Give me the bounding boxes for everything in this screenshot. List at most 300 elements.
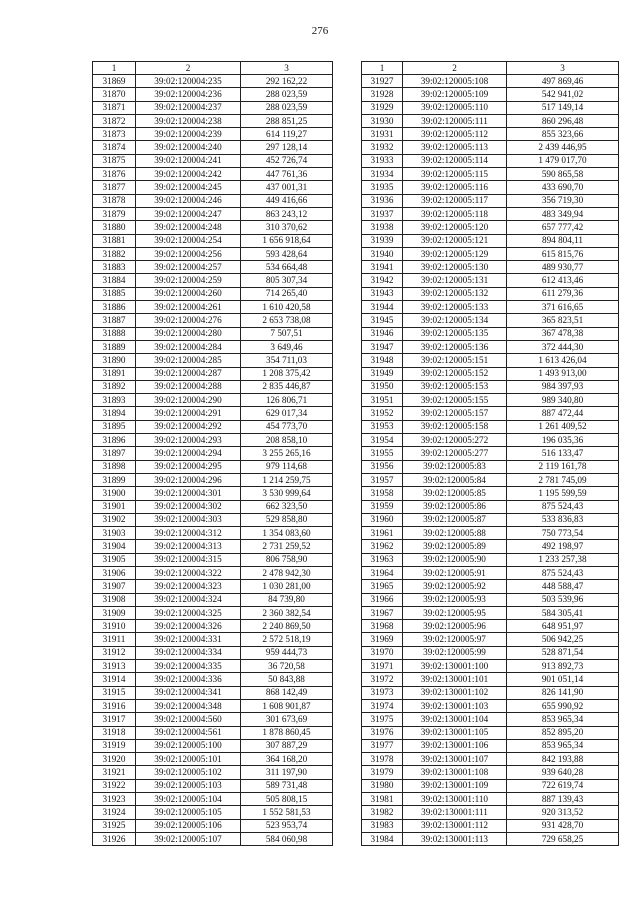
cadastral-number-cell: 39:02:120005:112 — [403, 128, 507, 141]
cadastral-number-cell: 39:02:120005:121 — [403, 234, 507, 247]
table-row — [362, 713, 619, 726]
cadastral-number-cell: 39:02:120005:109 — [403, 88, 507, 101]
table-row — [93, 460, 333, 473]
cadastral-number-cell: 39:02:120004:284 — [136, 340, 241, 353]
table-row — [362, 261, 619, 274]
value-cell: 50 843,88 — [241, 673, 333, 686]
row-number-cell: 31919 — [93, 739, 136, 752]
table-row — [93, 500, 333, 513]
cadastral-number-cell: 39:02:120005:151 — [403, 354, 507, 367]
value-cell: 959 444,73 — [241, 646, 333, 659]
value-cell: 483 349,94 — [507, 207, 619, 220]
table-row — [362, 606, 619, 619]
value-cell: 1 613 426,04 — [507, 354, 619, 367]
table-row — [362, 367, 619, 380]
value-cell: 288 023,59 — [241, 101, 333, 114]
row-number-cell: 31912 — [93, 646, 136, 659]
value-cell: 1 195 599,59 — [507, 487, 619, 500]
row-number-cell: 31948 — [362, 354, 403, 367]
table-row — [93, 75, 333, 88]
cadastral-number-cell: 39:02:120004:294 — [136, 447, 241, 460]
row-number-cell: 31981 — [362, 793, 403, 806]
row-number-cell: 31966 — [362, 593, 403, 606]
table-row — [362, 793, 619, 806]
table-row — [362, 420, 619, 433]
value-cell: 365 823,51 — [507, 314, 619, 327]
row-number-cell: 31906 — [93, 566, 136, 579]
cadastral-number-cell: 39:02:120004:331 — [136, 633, 241, 646]
cadastral-number-cell: 39:02:130001:101 — [403, 673, 507, 686]
row-number-cell: 31917 — [93, 713, 136, 726]
table-row — [93, 114, 333, 127]
row-number-cell: 31873 — [93, 128, 136, 141]
value-cell: 589 731,48 — [241, 779, 333, 792]
row-number-cell: 31921 — [93, 766, 136, 779]
cadastral-number-cell: 39:02:120004:326 — [136, 620, 241, 633]
value-cell: 3 649,46 — [241, 340, 333, 353]
row-number-cell: 31982 — [362, 806, 403, 819]
value-cell: 437 001,31 — [241, 181, 333, 194]
table-row — [362, 434, 619, 447]
row-number-cell: 31978 — [362, 753, 403, 766]
row-number-cell: 31947 — [362, 340, 403, 353]
cadastral-number-cell: 39:02:120004:241 — [136, 154, 241, 167]
cadastral-number-cell: 39:02:120004:238 — [136, 114, 241, 127]
value-cell: 853 965,34 — [507, 739, 619, 752]
table-row — [362, 660, 619, 673]
row-number-cell: 31904 — [93, 540, 136, 553]
value-cell: 1 610 420,58 — [241, 301, 333, 314]
table-row — [362, 221, 619, 234]
table-row — [362, 633, 619, 646]
row-number-cell: 31959 — [362, 500, 403, 513]
value-cell: 901 051,14 — [507, 673, 619, 686]
table-row — [93, 194, 333, 207]
table-row — [362, 75, 619, 88]
value-cell: 542 941,02 — [507, 88, 619, 101]
value-cell: 528 871,54 — [507, 646, 619, 659]
cadastral-number-cell: 39:02:120005:272 — [403, 434, 507, 447]
cadastral-number-cell: 39:02:120004:257 — [136, 261, 241, 274]
row-number-cell: 31958 — [362, 487, 403, 500]
cadastral-number-cell: 39:02:130001:110 — [403, 793, 507, 806]
cadastral-number-cell: 39:02:120005:102 — [136, 766, 241, 779]
table-row — [93, 673, 333, 686]
value-cell: 448 588,47 — [507, 580, 619, 593]
cadastral-number-cell: 39:02:120005:96 — [403, 620, 507, 633]
row-number-cell: 31884 — [93, 274, 136, 287]
value-cell: 852 895,20 — [507, 726, 619, 739]
row-number-cell: 31896 — [93, 434, 136, 447]
table-row — [362, 513, 619, 526]
cadastral-number-cell: 39:02:130001:106 — [403, 739, 507, 752]
value-cell: 1 552 581,53 — [241, 806, 333, 819]
cadastral-number-cell: 39:02:120004:260 — [136, 287, 241, 300]
cadastral-number-cell: 39:02:130001:103 — [403, 699, 507, 712]
value-cell: 3 255 265,16 — [241, 447, 333, 460]
value-cell: 534 664,48 — [241, 261, 333, 274]
row-number-cell: 31928 — [362, 88, 403, 101]
value-cell: 863 243,12 — [241, 207, 333, 220]
value-cell: 301 673,69 — [241, 713, 333, 726]
table-row — [362, 380, 619, 393]
cadastral-number-cell: 39:02:120004:245 — [136, 181, 241, 194]
table-row — [362, 806, 619, 819]
table-row — [93, 473, 333, 486]
value-cell: 629 017,34 — [241, 407, 333, 420]
row-number-cell: 31882 — [93, 247, 136, 260]
cadastral-number-cell: 39:02:120004:341 — [136, 686, 241, 699]
cadastral-number-cell: 39:02:120004:290 — [136, 394, 241, 407]
value-cell: 614 119,27 — [241, 128, 333, 141]
table-row — [93, 566, 333, 579]
cadastral-number-cell: 39:02:120004:336 — [136, 673, 241, 686]
cadastral-number-cell: 39:02:120004:315 — [136, 553, 241, 566]
row-number-cell: 31940 — [362, 247, 403, 260]
table-row — [362, 194, 619, 207]
table-row — [93, 447, 333, 460]
row-number-cell: 31950 — [362, 380, 403, 393]
row-number-cell: 31972 — [362, 673, 403, 686]
value-cell: 126 806,71 — [241, 394, 333, 407]
table-row — [93, 327, 333, 340]
row-number-cell: 31922 — [93, 779, 136, 792]
table-row — [93, 620, 333, 633]
cadastral-number-cell: 39:02:120005:92 — [403, 580, 507, 593]
value-cell: 913 892,73 — [507, 660, 619, 673]
table-row — [93, 713, 333, 726]
row-number-cell: 31971 — [362, 660, 403, 673]
value-cell: 1 656 918,64 — [241, 234, 333, 247]
right-table — [361, 61, 619, 846]
value-cell: 805 307,34 — [241, 274, 333, 287]
cadastral-number-cell: 39:02:130001:112 — [403, 819, 507, 832]
left-table — [92, 61, 333, 846]
cadastral-number-cell: 39:02:120004:303 — [136, 513, 241, 526]
row-number-cell: 31973 — [362, 686, 403, 699]
cadastral-number-cell: 39:02:120005:129 — [403, 247, 507, 260]
table-row — [93, 699, 333, 712]
cadastral-number-cell: 39:02:120004:242 — [136, 168, 241, 181]
table-row — [362, 726, 619, 739]
row-number-cell: 31874 — [93, 141, 136, 154]
cadastral-number-cell: 39:02:120004:254 — [136, 234, 241, 247]
value-cell: 1 030 281,00 — [241, 580, 333, 593]
value-cell: 979 114,68 — [241, 460, 333, 473]
cadastral-number-cell: 39:02:120005:88 — [403, 527, 507, 540]
table-row — [362, 686, 619, 699]
row-number-cell: 31965 — [362, 580, 403, 593]
header-cell-2: 2 — [403, 62, 507, 75]
row-number-cell: 31888 — [93, 327, 136, 340]
row-number-cell: 31936 — [362, 194, 403, 207]
value-cell: 714 265,40 — [241, 287, 333, 300]
row-number-cell: 31939 — [362, 234, 403, 247]
cadastral-number-cell: 39:02:120004:246 — [136, 194, 241, 207]
table-row — [93, 274, 333, 287]
cadastral-number-cell: 39:02:120005:91 — [403, 566, 507, 579]
row-number-cell: 31889 — [93, 340, 136, 353]
cadastral-number-cell: 39:02:120004:285 — [136, 354, 241, 367]
row-number-cell: 31937 — [362, 207, 403, 220]
value-cell: 492 198,97 — [507, 540, 619, 553]
cadastral-number-cell: 39:02:120005:89 — [403, 540, 507, 553]
cadastral-number-cell: 39:02:120005:104 — [136, 793, 241, 806]
cadastral-number-cell: 39:02:120004:237 — [136, 101, 241, 114]
table-row — [93, 739, 333, 752]
table-row — [93, 314, 333, 327]
table-row — [93, 88, 333, 101]
value-cell: 297 128,14 — [241, 141, 333, 154]
row-number-cell: 31956 — [362, 460, 403, 473]
cadastral-number-cell: 39:02:120004:323 — [136, 580, 241, 593]
value-cell: 36 720,58 — [241, 660, 333, 673]
row-number-cell: 31887 — [93, 314, 136, 327]
row-number-cell: 31872 — [93, 114, 136, 127]
row-number-cell: 31974 — [362, 699, 403, 712]
cadastral-number-cell: 39:02:120004:240 — [136, 141, 241, 154]
value-cell: 615 815,76 — [507, 247, 619, 260]
table-row — [93, 606, 333, 619]
row-number-cell: 31924 — [93, 806, 136, 819]
value-cell: 662 323,50 — [241, 500, 333, 513]
cadastral-number-cell: 39:02:120005:99 — [403, 646, 507, 659]
cadastral-number-cell: 39:02:120004:291 — [136, 407, 241, 420]
row-number-cell: 31946 — [362, 327, 403, 340]
row-number-cell: 31935 — [362, 181, 403, 194]
table-row — [93, 407, 333, 420]
row-number-cell: 31944 — [362, 301, 403, 314]
row-number-cell: 31938 — [362, 221, 403, 234]
value-cell: 939 640,28 — [507, 766, 619, 779]
table-row — [362, 487, 619, 500]
value-cell: 447 761,36 — [241, 168, 333, 181]
value-cell: 2 572 518,19 — [241, 633, 333, 646]
value-cell: 497 869,46 — [507, 75, 619, 88]
table-row — [362, 128, 619, 141]
row-number-cell: 31891 — [93, 367, 136, 380]
row-number-cell: 31892 — [93, 380, 136, 393]
cadastral-number-cell: 39:02:120005:113 — [403, 141, 507, 154]
row-number-cell: 31885 — [93, 287, 136, 300]
table-row — [93, 141, 333, 154]
cadastral-number-cell: 39:02:120004:259 — [136, 274, 241, 287]
cadastral-number-cell: 39:02:120004:235 — [136, 75, 241, 88]
value-cell: 2 439 446,95 — [507, 141, 619, 154]
row-number-cell: 31942 — [362, 274, 403, 287]
table-row — [93, 806, 333, 819]
value-cell: 590 865,58 — [507, 168, 619, 181]
cadastral-number-cell: 39:02:120004:293 — [136, 434, 241, 447]
value-cell: 1 354 083,60 — [241, 527, 333, 540]
row-number-cell: 31963 — [362, 553, 403, 566]
cadastral-number-cell: 39:02:120005:87 — [403, 513, 507, 526]
value-cell: 372 444,30 — [507, 340, 619, 353]
table-row — [93, 380, 333, 393]
value-cell: 611 279,36 — [507, 287, 619, 300]
value-cell: 533 836,83 — [507, 513, 619, 526]
value-cell: 1 493 913,00 — [507, 367, 619, 380]
row-number-cell: 31880 — [93, 221, 136, 234]
cadastral-number-cell: 39:02:120005:130 — [403, 261, 507, 274]
row-number-cell: 31943 — [362, 287, 403, 300]
cadastral-number-cell: 39:02:120005:136 — [403, 340, 507, 353]
table-row — [362, 739, 619, 752]
row-number-cell: 31903 — [93, 527, 136, 540]
cadastral-number-cell: 39:02:120004:348 — [136, 699, 241, 712]
row-number-cell: 31955 — [362, 447, 403, 460]
row-number-cell: 31871 — [93, 101, 136, 114]
value-cell: 2 360 382,54 — [241, 606, 333, 619]
cadastral-number-cell: 39:02:120004:301 — [136, 487, 241, 500]
value-cell: 584 305,41 — [507, 606, 619, 619]
cadastral-number-cell: 39:02:120004:261 — [136, 301, 241, 314]
row-number-cell: 31970 — [362, 646, 403, 659]
value-cell: 984 397,93 — [507, 380, 619, 393]
value-cell: 593 428,64 — [241, 247, 333, 260]
cadastral-number-cell: 39:02:120004:302 — [136, 500, 241, 513]
cadastral-number-cell: 39:02:120005:110 — [403, 101, 507, 114]
cadastral-number-cell: 39:02:120004:292 — [136, 420, 241, 433]
row-number-cell: 31949 — [362, 367, 403, 380]
cadastral-number-cell: 39:02:120004:239 — [136, 128, 241, 141]
value-cell: 1 608 901,87 — [241, 699, 333, 712]
row-number-cell: 31977 — [362, 739, 403, 752]
value-cell: 722 619,74 — [507, 779, 619, 792]
row-number-cell: 31968 — [362, 620, 403, 633]
cadastral-number-cell: 39:02:120005:117 — [403, 194, 507, 207]
cadastral-number-cell: 39:02:120004:236 — [136, 88, 241, 101]
table-row — [362, 646, 619, 659]
table-row — [93, 513, 333, 526]
table-row — [93, 301, 333, 314]
cadastral-number-cell: 39:02:120004:248 — [136, 221, 241, 234]
row-number-cell: 31976 — [362, 726, 403, 739]
table-row — [362, 766, 619, 779]
row-number-cell: 31915 — [93, 686, 136, 699]
table-row — [362, 620, 619, 633]
value-cell: 1 208 375,42 — [241, 367, 333, 380]
row-number-cell: 31907 — [93, 580, 136, 593]
row-number-cell: 31967 — [362, 606, 403, 619]
cadastral-number-cell: 39:02:120004:334 — [136, 646, 241, 659]
table-row — [93, 646, 333, 659]
table-row — [93, 168, 333, 181]
value-cell: 449 416,66 — [241, 194, 333, 207]
value-cell: 868 142,49 — [241, 686, 333, 699]
row-number-cell: 31877 — [93, 181, 136, 194]
row-number-cell: 31894 — [93, 407, 136, 420]
table-row — [362, 274, 619, 287]
table-row — [93, 593, 333, 606]
row-number-cell: 31898 — [93, 460, 136, 473]
cadastral-number-cell: 39:02:120004:256 — [136, 247, 241, 260]
row-number-cell: 31897 — [93, 447, 136, 460]
row-number-cell: 31954 — [362, 434, 403, 447]
table-row — [362, 527, 619, 540]
value-cell: 887 139,43 — [507, 793, 619, 806]
row-number-cell: 31895 — [93, 420, 136, 433]
value-cell: 920 313,52 — [507, 806, 619, 819]
cadastral-number-cell: 39:02:130001:107 — [403, 753, 507, 766]
row-number-cell: 31879 — [93, 207, 136, 220]
table-row — [93, 128, 333, 141]
table-row — [93, 686, 333, 699]
cadastral-number-cell: 39:02:130001:108 — [403, 766, 507, 779]
row-number-cell: 31909 — [93, 606, 136, 619]
value-cell: 288 023,59 — [241, 88, 333, 101]
row-number-cell: 31876 — [93, 168, 136, 181]
table-row — [362, 287, 619, 300]
cadastral-number-cell: 39:02:120004:335 — [136, 660, 241, 673]
table-row — [93, 367, 333, 380]
value-cell: 354 711,03 — [241, 354, 333, 367]
row-number-cell: 31918 — [93, 726, 136, 739]
row-number-cell: 31933 — [362, 154, 403, 167]
table-row — [93, 766, 333, 779]
value-cell: 729 658,25 — [507, 832, 619, 845]
row-number-cell: 31945 — [362, 314, 403, 327]
value-cell: 826 141,90 — [507, 686, 619, 699]
cadastral-number-cell: 39:02:120005:134 — [403, 314, 507, 327]
cadastral-number-cell: 39:02:120005:103 — [136, 779, 241, 792]
table-row — [93, 354, 333, 367]
row-number-cell: 31878 — [93, 194, 136, 207]
cadastral-number-cell: 39:02:120005:106 — [136, 819, 241, 832]
table-row — [93, 261, 333, 274]
table-row — [93, 660, 333, 673]
cadastral-number-cell: 39:02:120005:120 — [403, 221, 507, 234]
value-cell: 2 731 259,52 — [241, 540, 333, 553]
value-cell: 989 340,80 — [507, 394, 619, 407]
cadastral-number-cell: 39:02:120005:84 — [403, 473, 507, 486]
table-row — [93, 793, 333, 806]
cadastral-number-cell: 39:02:130001:109 — [403, 779, 507, 792]
cadastral-number-cell: 39:02:120005:158 — [403, 420, 507, 433]
value-cell: 208 858,10 — [241, 434, 333, 447]
table-row — [362, 673, 619, 686]
table-header-row — [93, 62, 333, 75]
row-number-cell: 31914 — [93, 673, 136, 686]
cadastral-number-cell: 39:02:120005:100 — [136, 739, 241, 752]
row-number-cell: 31923 — [93, 793, 136, 806]
value-cell: 887 472,44 — [507, 407, 619, 420]
value-cell: 7 507,51 — [241, 327, 333, 340]
table-row — [362, 500, 619, 513]
row-number-cell: 31953 — [362, 420, 403, 433]
row-number-cell: 31886 — [93, 301, 136, 314]
value-cell: 860 296,48 — [507, 114, 619, 127]
cadastral-number-cell: 39:02:120005:157 — [403, 407, 507, 420]
value-cell: 516 133,47 — [507, 447, 619, 460]
cadastral-number-cell: 39:02:120004:288 — [136, 380, 241, 393]
row-number-cell: 31962 — [362, 540, 403, 553]
value-cell: 523 953,74 — [241, 819, 333, 832]
table-row — [362, 88, 619, 101]
cadastral-number-cell: 39:02:120004:560 — [136, 713, 241, 726]
table-row — [362, 566, 619, 579]
table-row — [93, 394, 333, 407]
table-row — [362, 394, 619, 407]
row-number-cell: 31931 — [362, 128, 403, 141]
cadastral-number-cell: 39:02:130001:104 — [403, 713, 507, 726]
value-cell: 2 478 942,30 — [241, 566, 333, 579]
cadastral-number-cell: 39:02:120004:561 — [136, 726, 241, 739]
table-row — [362, 580, 619, 593]
row-number-cell: 31984 — [362, 832, 403, 845]
value-cell: 853 965,34 — [507, 713, 619, 726]
value-cell: 364 168,20 — [241, 753, 333, 766]
